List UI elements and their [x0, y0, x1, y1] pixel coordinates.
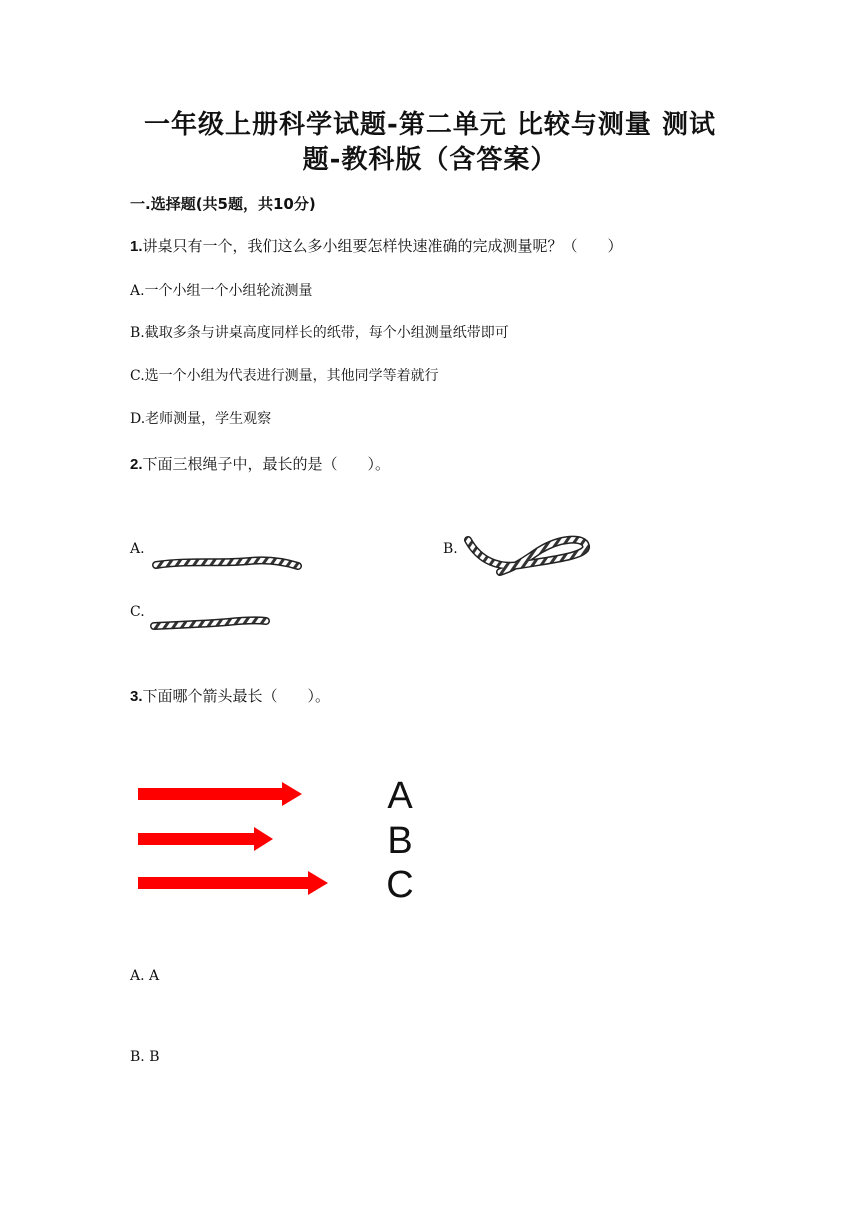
question-1-option-d[interactable]: D.老师测量，学生观察: [130, 411, 272, 427]
question-1: [130, 235, 623, 256]
rope-c-image[interactable]: [148, 612, 278, 634]
arrow-a[interactable]: [138, 782, 302, 806]
question-3-option-b[interactable]: B. B: [130, 1049, 160, 1065]
question-1-text: 讲桌只有一个，我们这么多小组要怎样快速准确的完成测量呢？（ ）: [142, 237, 623, 255]
question-1-option-b[interactable]: B.截取多条与讲桌高度同样长的纸带，每个小组测量纸带即可: [130, 325, 509, 341]
question-2: [130, 453, 390, 474]
rope-b-image[interactable]: [460, 532, 600, 580]
question-3-number: 3.: [130, 688, 143, 705]
arrow-c[interactable]: [138, 871, 328, 895]
doc-title-line1: 一年级上册科学试题-第二单元 比较与测量 测试: [144, 110, 716, 140]
arrow-b[interactable]: [138, 827, 273, 851]
section-heading: 一.选择题(共5题，共10分): [130, 195, 316, 213]
question-1-number: 1.: [130, 238, 143, 255]
arrows-figure: [130, 770, 430, 910]
rope-b-label: B.: [443, 541, 458, 557]
question-3-text: 下面哪个箭头最长（ ）。: [142, 687, 331, 705]
rope-a-label: A.: [130, 541, 145, 557]
question-1-option-a[interactable]: A.一个小组一个小组轮流测量: [130, 283, 313, 299]
question-1-option-c[interactable]: C.选一个小组为代表进行测量，其他同学等着就行: [130, 368, 439, 384]
rope-c-label: C.: [130, 604, 145, 620]
question-3: [130, 685, 330, 706]
arrow-a-label: A: [387, 775, 413, 817]
question-3-option-a[interactable]: A. A: [130, 968, 160, 984]
rope-a-image[interactable]: [150, 552, 310, 576]
arrow-b-label: B: [387, 820, 413, 862]
question-2-text: 下面三根绳子中，最长的是（ ）。: [142, 455, 391, 473]
doc-title-line2: 题-教科版（含答案）: [302, 145, 558, 175]
arrow-c-label: C: [386, 864, 414, 906]
question-2-number: 2.: [130, 456, 143, 473]
